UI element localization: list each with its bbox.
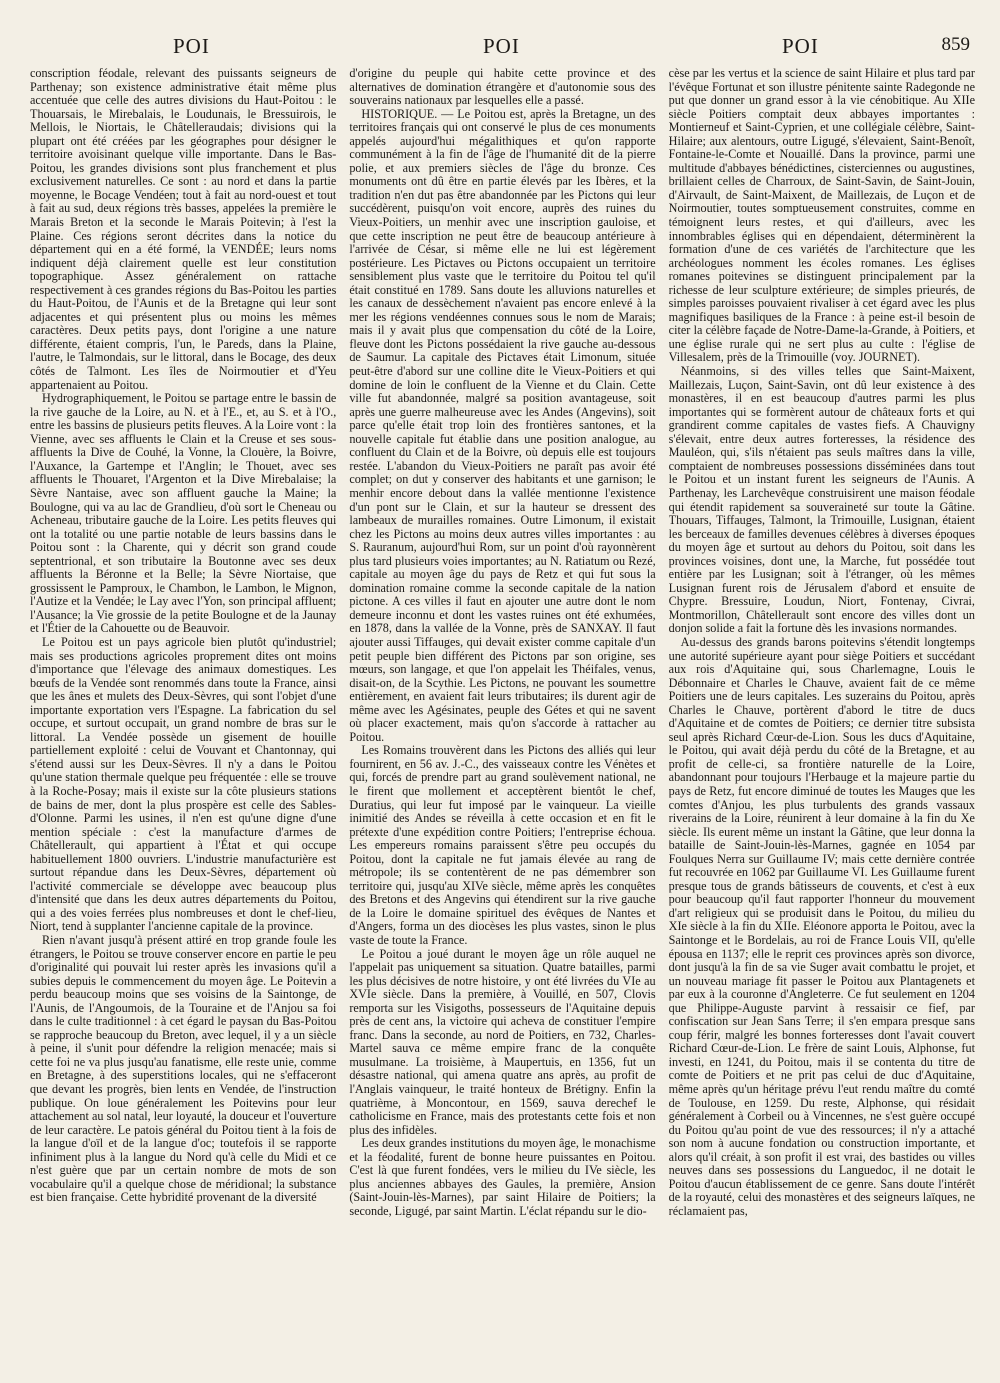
paragraph: conscription féodale, relevant des puissants seigneurs de Parthenay; son existence administrative était même plus accentuée que celle des autres divisions du Haut-Poitou : le Thouarsais, le Mirebalais, le Loudunais, le Bressuirois, le Mellois, le Niortais, le Châtelleraudais; divisions qui la plupart ont été créées par les géographes pour désigner le territoire avoisinant quelque ville importante. Dans le Bas-Poitou, les grandes divisions sont plus franchement et plus exclusivement naturelles. Ce sont : au nord et dans la partie moyenne, le Bocage Vendéen; tout à fait au nord-ouest et tout à fait au sud, deux régions très basses, appelées la première le Marais Breton et la seconde le Marais Poitevin; à l'est la Plaine. Ces régions seront décrites dans la notice du département qui en a été formé, la VENDÉE; leurs noms indiquent déjà clairement quelle est leur constitution topographique. Assez généralement on rattache respectivement à ces grandes régions du Bas-Poitou les parties du Haut-Poitou, de l'Aunis et de la Bretagne qui leur sont adjacentes et qui présentent plus ou moins les mêmes caractères. Deux petits pays, dont l'origine a une nature différente, étaient compris, l'un, le Pareds, dans la Plaine, l'autre, le Talmondais, sur le littoral, dans le Bocage, des deux côtés de Talmont. Les îles de Noirmoutier et d'Yeu appartenaient au Poitou. <box>30 67 337 392</box>
paragraph: Hydrographiquement, le Poitou se partage entre le bassin de la rive gauche de la Loire, au N. et à l'E., et, au S. et à l'O., entre les bassins de plusieurs petits fleuves. A la Loire vont : la Vienne, avec ses affluents le Clain et la Creuse et ses sous-affluents la Dive de Couhé, la Vonne, la Clouère, la Boivre, l'Auxance, la Gartempe et l'Anglin; le Thouet, avec ses affluents le Thouaret, l'Argenton et la Dive Mirebalaise; la Sèvre Nantaise, avec son affluent gauche la Maine; la Boulogne, qui va au lac de Grandlieu, d'où sort le Cheneau ou Acheneau, tributaire gauche de la Loire. Les petits fleuves qui ont la totalité ou une partie notable de leurs bassins dans le Poitou sont : la Charente, qui y décrit son grand coude septentrional, et son tributaire la Boutonne avec ses deux affluents la Béronne et la Belle; la Sèvre Niortaise, que grossissent le Pamproux, le Chambon, le Lambon, le Mignon, l'Autize et la Vendée; le Lay avec l'Yon, son principal affluent; l'Ausance; la Vie grossie de la petite Boulogne et de la Jaunay et l'Étier de la Cahouette ou de Beauvoir. <box>30 391 337 636</box>
paragraph: cèse par les vertus et la science de saint Hilaire et plus tard par l'évêque Fortunat et son illustre pénitente sainte Radegonde ne put que donner un grand essor à la vie cénobitique. Au XIIe siècle Poitiers comptait deux abbayes importantes : Montierneuf et Saint-Cyprien, et une collégiale célèbre, Saint-Hilaire; aux alentours, outre Ligugé, s'élevaient, Saint-Benoît, Fontaine-le-Comte et Nouaillé. Dans la province, parmi une multitude d'abbayes bénédictines, cisterciennes ou augustines, brillaient celles de Charroux, de Saint-Savin, de Saint-Jouin, d'Airvault, de Saint-Maixent, de Maillezais, de Luçon et de Noirmoutier, toutes somptueusement construites, comme en témoignent leurs restes, et qui d'ailleurs, avec les innombrables églises qui en dépendaient, déterminèrent la formation d'une de ces variétés de l'architecture que les archéologues nomment les écoles romanes. Les églises romanes poitevines se distinguent principalement par la richesse de leur sculpture extérieure; de simples prieurés, de simples paroisses pouvaient rivaliser à cet égard avec les plus magnifiques basiliques de la France : à peine est-il besoin de citer la célèbre façade de Notre-Dame-la-Grande, à Poitiers, et une église rurale qui ne sert plus au culte : l'église de Villesalem, près de la Trimouille (voy. JOURNET). <box>668 67 975 365</box>
paragraph: Les deux grandes institutions du moyen âge, le monachisme et la féodalité, furent de bonne heure puissantes en Poitou. C'est là que furent fondées, vers le milieu du IVe siècle, les plus anciennes abbayes des Gaules, la première, Ansion (Saint-Jouin-lès-Marnes), par saint Hilaire de Poitiers; la seconde, Ligugé, par saint Martin. L'éclat répandu sur le dio- <box>349 1136 656 1218</box>
running-head-left: POI <box>173 34 210 58</box>
column-right <box>669 67 975 1367</box>
paragraph: Le Poitou a joué durant le moyen âge un rôle auquel ne l'appelait pas uniquement sa situation. Quatre batailles, parmi les plus décisives de notre histoire, y ont été livrées du VIe au XVIe siècle. Dans la première, à Vouillé, en 507, Clovis remporta sur les Visigoths, possesseurs de l'Aquitaine depuis près de cent ans, la victoire qui acheva de constituer l'empire franc. Dans la seconde, au nord de Poitiers, en 732, Charles-Martel sauva ce même empire franc de la conquête musulmane. La troisième, à Maupertuis, en 1356, fut un désastre national, qui amena quatre ans après, au profit de l'Anglais vainqueur, le traité honteux de Brétigny. Enfin la quatrième, à Moncontour, en 1569, sauva derechef le catholicisme en France, mais des protestants cette fois et non plus des infidèles. <box>349 946 656 1137</box>
paragraph: d'origine du peuple qui habite cette province et des alternatives de domination étrangère et d'autonomie sous des souverains nationaux par lesquelles elle a passé. <box>349 67 656 108</box>
column-left <box>30 67 336 1367</box>
paragraph: Au-dessus des grands barons poitevins s'étendit longtemps une autorité supérieure ayant pour siège Poitiers et succédant aux rois d'Aquitaine qui, sous Charlemagne, Louis le Débonnaire et Charles le Chauve, avaient fait de ce même Poitiers une de leurs capitales. Les suzerains du Poitou, après Charles le Chauve, portèrent d'abord le titre de ducs d'Aquitaine et de comtes de Poitiers; ce dernier titre subsista seul après Richard Cœur-de-Lion. Sous les ducs d'Aquitaine, le Poitou, qui avait déjà perdu du côté de la Bretagne, et au profit de celle-ci, sa frontière naturelle de la Loire, abandonnant pour toujours l'Herbauge et la majeure partie du pays de Retz, fut encore diminué de toutes les Mauges que les comtes d'Anjou, les plus turbulents des grands vassaux riverains de la Loire, réunirent à leur domaine à la fin du Xe siècle. Ils eurent même un instant la Gâtine, que leur donna la bataille de Saint-Jouin-lès-Marnes, gagnée en 1054 par Foulques Nerra sur Guillaume IV; mais cette dernière contrée fut recouvrée en 1062 par Guillaume VI. Les Guillaume furent presque tous de grands bâtisseurs de couvents, et c'est à eux pour beaucoup qu'il faut rapporter l'honneur du mouvement d'art religieux qui se produisit dans le Poitou, du milieu du XIe siècle à la fin du XIIe. Eléonore apporta le Poitou, avec la Saintonge et le Bordelais, au roi de France Louis VII, qu'elle épousa en 1137; elle le reprit ces provinces après son divorce, dont jusqu'à la fin de sa vie Suger avait combattu le projet, et un nouveau mariage fit passer le Poitou aux Plantagenets et par eux à la couronne d'Angleterre. Ce fut seulement en 1204 que Philippe-Auguste parvint à ressaisir ce fief, par confiscation sur Jean Sans Terre; il s'en empara presque sans coup férir, malgré les bonnes forteresses dont l'avait couvert Richard Cœur-de-Lion. Le frère de saint Louis, Alphonse, fut investi, en 1241, du Poitou, mais il se contenta du titre de comte de Poitiers et ne prit pas celui de duc d'Aquitaine, même après qu'un héritage prévu l'eut rendu maître du comté de Toulouse, en 1259. Du reste, Alphonse, qui résidait généralement à Corbeil ou à Vincennes, ne s'est guère occupé du Poitou qu'au point de vue des ressources; il n'y a attaché son nom à aucune fondation ou construction importante, et alors qu'il créait, à son profit il est vrai, des bastides ou villes neuves dans ses possessions du Languedoc, il ne dotait le Poitou d'aucun établissement de ce genre. Sans doute l'intérêt de la royauté, celui des monastères et des seigneurs laïques, ne réclamaient pas, <box>668 634 975 1218</box>
section-historique: HISTORIQUE. — Le Poitou est, après la Bretagne, un des territoires français qui ont conservé le plus de ces monuments appelés aujourd'hui mégalithiques et qu'on rapporte communément à la fin de l'âge de l'humanité dit de la pierre polie, et aux premiers siècles de l'âge du bronze. Ces monuments ont dû être en partie élevés par les Ibères, et la tradition n'en dut pas être abandonnée par les Pictons qui leur succédèrent, puisqu'on voit encore, auprès des ruines du Vieux-Poitiers, un menhir avec une inscription gauloise, et que cette inscription ne peut être de beaucoup antérieure à l'arrivée de César, si même elle ne lui est légèrement postérieure. Les Pictaves ou Pictons occupaient un territoire sensiblement plus vaste que le territoire du Poitou tel qu'il était constitué en 1789. Sans doute les alluvions naturelles et les canaux de dessèchement n'avaient pas encore enlevé à la mer les régions vendéennes connues sous le nom de Marais; mais il y avait plus que compensation du côté de la Loire, fleuve dont les Pictons possédaient la rive gauche au-dessous de Saumur. La capitale des Pictaves était Limonum, située peut-être d'abord sur une colline dite le Vieux-Poitiers et qui domine de loin le confluent de la Vienne et du Clain. Cette ville fut abandonnée, malgré sa position avantageuse, soit après une guerre malheureuse avec les Andes (Angevins), soit parce qu'elle était trop loin des frontières santones, et la nouvelle capitale fut établie dans une position analogue, au confluent du Clain et de la Boivre, où depuis elle est toujours restée. L'abandon du Vieux-Poitiers ne paraît pas avoir été complet; on dut y conserver des habitants et une garnison; le menhir encore debout dans la vallée mentionne l'existence d'un pont sur le Clain, et sur la hauteur se dressent des lambeaux de murailles romaines. Outre Limonum, il existait chez les Pictons au moins deux autres villes importantes : au S. Rauranum, aujourd'hui Rom, sur un point d'où rayonnèrent plus tard plusieurs voies importantes; au N. Ratiatum ou Rezé, capitale au moyen âge du pays de Retz et qui fut sous la domination romaine comme la seconde capitale de la nation pictone. A ces villes il faut en ajouter une autre dont le nom demeure inconnu et dont les vastes ruines ont été exhumées, en 1878, dans la vallée de la Vonne, près de SANXAY. Il faut ajouter aussi Tiffauges, qui devait exister comme capitale d'un petit peuple bien différent des Pictons par son origine, ses mœurs, son langage, et que l'on appelait les Théifales, venus, disait-on, de la Scythie. Les Pictons, ne pouvant les soumettre entièrement, en avaient fait leurs tributaires; ils durent agir de même avec les Agésinates, peuple des Gétes et qui ne savent où placer exactement, mais qu'on s'accorde à rattacher au Poitou. <box>349 106 656 744</box>
running-header <box>30 34 970 66</box>
paragraph: Les Romains trouvèrent dans les Pictons des alliés qui leur fournirent, en 56 av. J.-C., des vaisseaux contre les Vénètes et qui, forcés de prendre part au grand soulèvement national, ne le firent que mollement et acceptèrent bientôt le chef, Duratius, qui leur fut imposé par le vainqueur. La vieille inimitié des Andes se réveilla à cette occasion et en fit le prétexte d'une expédition contre Poitiers; l'entreprise échoua. Les empereurs romains paraissent s'être peu occupés du Poitou, dont la capitale ne fut jamais élevée au rang de métropole; ils se contentèrent de ne pas démembrer son territoire qui, jusqu'au XIVe siècle, même après les conquêtes des Bretons et des Angevins qui étendirent sur la rive gauche de la Loire le domaine spirituel des évêques de Nantes et d'Angers, forma un des diocèses les plus vastes, sinon le plus vaste de toute la France. <box>349 743 656 947</box>
running-head-right: POI <box>782 34 819 58</box>
text-columns <box>30 67 975 1367</box>
page-number: 859 <box>941 34 970 55</box>
column-middle <box>349 67 655 1367</box>
paragraph: Rien n'avant jusqu'à présent attiré en trop grande foule les étrangers, le Poitou se trouve conserver encore en partie le peu d'originalité qui pouvait lui rester après les invasions qu'il a subies depuis le commencement du moyen âge. Le Poitevin a perdu beaucoup moins que ses voisins de la Saintonge, de l'Aunis, de l'Angoumois, de la Touraine et de l'Anjou sa foi dans le culte traditionnel : à cet égard le paysan du Bas-Poitou se rapproche beaucoup du Breton, avec lequel, il y a un siècle à peine, il s'unit pour défendre la religion menacée; mais si cette foi ne va plus jusqu'au fanatisme, elle reste unie, comme en Bretagne, à des superstitions locales, qui ne s'effaceront que devant les progrès, bien lents en Vendée, de l'instruction publique. On loue généralement les Poitevins pour leur attachement au sol natal, leur loyauté, la douceur et l'ouverture de leur caractère. Le patois général du Poitou tient à la fois de la langue d'oïl et de la langue d'oc; toutefois il se rapporte infiniment plus à la langue du Nord qu'à celle du Midi et ce n'est guère que par un certain nombre de mots de son vocabulaire qu'il a quelque chose de méridional; la substance est bien française. Cette hybridité provenant de la diversité <box>30 933 337 1205</box>
paragraph: Le Poitou est un pays agricole bien plutôt qu'industriel; mais ses productions agricoles proprement dites ont moins d'importance que l'élevage des animaux domestiques. Les bœufs de la Vendée sont renommés dans toute la France, ainsi que les ânes et mulets des Deux-Sèvres, qui sont l'objet d'une importante exportation vers l'Espagne. La fabrication du sel occupe, et surtout occupait, un grand nombre de bras sur le littoral. La Vendée possède un gisement de houille partiellement exploité : celui de Vouvant et Chantonnay, qui s'étend aussi sur les Deux-Sèvres. Il n'y a dans le Poitou qu'une station thermale quelque peu fréquentée : elle se trouve à la Roche-Posay; mais il existe sur la côte plusieurs stations de bains de mer, dont la plus prospère est celle des Sables-d'Olonne. Parmi les usines, il n'en est qu'une digne d'une mention spéciale : c'est la manufacture d'armes de Châtellerault, qui appartient à l'État et qui occupe habituellement 1800 ouvriers. L'industrie manufacturière est surtout répandue dans les Deux-Sèvres, département où l'activité commerciale se développe avec beaucoup plus d'intensité que dans les deux autres départements du Poitou, qui a des voies ferrées plus nombreuses et dont le chef-lieu, Niort, tend à supplanter l'ancienne capitale de la province. <box>30 634 337 934</box>
paragraph: Néanmoins, si des villes telles que Saint-Maixent, Maillezais, Luçon, Saint-Savin, ont dû leur existence à des monastères, il en est beaucoup d'autres parmi les plus importantes qui se formèrent autour de châteaux forts et qui grandirent comme capitales de vastes fiefs. A Chauvigny s'élevait, entre deux autres forteresses, la résidence des Mauléon, qui, s'ils n'étaient pas seuls maîtres dans la ville, comptaient de nombreuses possessions disséminées dans tout le Poitou et un instant furent les seigneurs de l'Aunis. A Parthenay, les Larchevêque construisirent une maison féodale qui étendit rapidement sa souveraineté sur toute la Gâtine. Thouars, Tiffauges, Talmont, la Trimouille, Lusignan, étaient les berceaux de familles devenues célèbres à diverses époques du moyen âge et surtout au dehors du Poitou, soit dans les provinces voisines, dont une, la Marche, fut possédée tout entière par les Lusignan; soit à l'étranger, où les mêmes Lusignan furent rois de Jérusalem d'abord et ensuite de Chypre. Bressuire, Loudun, Niort, Fontenay, Civrai, Montmorillon, Châtellerault sont encore des villes dont un donjon solide a fait la fortune dès les invasions normandes. <box>668 364 975 636</box>
running-head-center: POI <box>483 34 520 58</box>
